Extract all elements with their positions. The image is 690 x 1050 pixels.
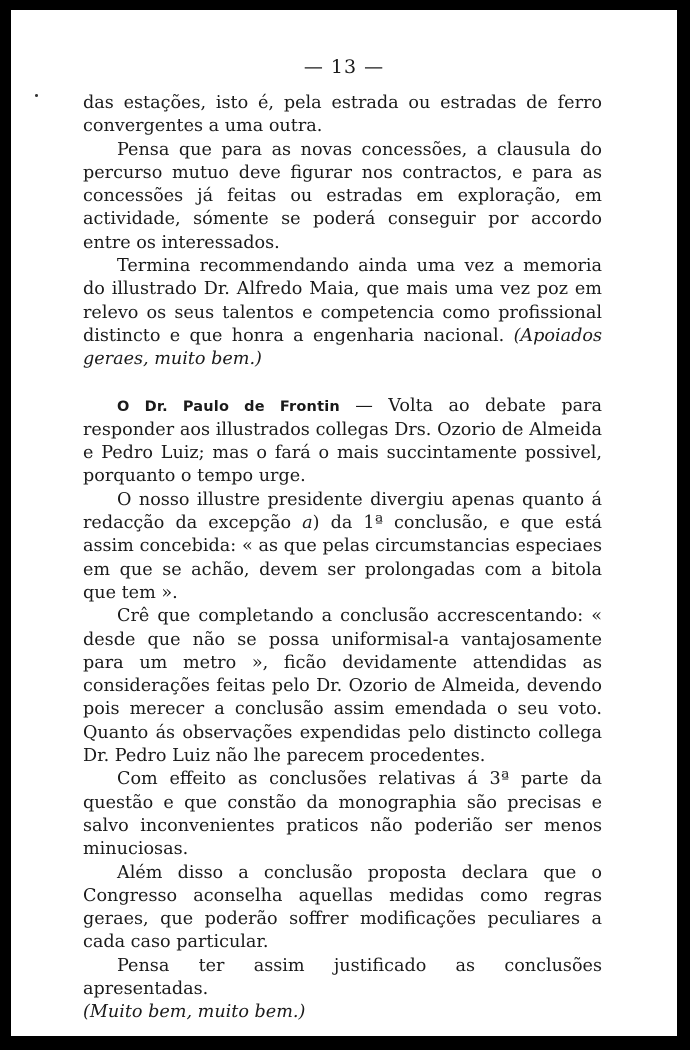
paragraph-2: Pensa que para as novas concessões, a clausula do percurso mutuo deve figurar nos contractos, e para as concessões já feitas ou estradas em exploração, em actividade, sómente se poderá conseguir por accordo entre os interessados. bbox=[83, 139, 602, 253]
paragraph-3-text: Termina recommendando ainda uma vez a memoria do illustrado Dr. Alfredo Maia, que mais uma vez poz em relevo os seus talentos e competencia como profissional distincto e que honra a engenharia nacional. bbox=[83, 256, 602, 346]
paragraph-6: Crê que completando a conclusão accrescentando: « desde que não se possa uniformisal-a vantajosamente para um metro », ficão devidamente attendidas as considerações feitas pelo Dr. Ozorio de Almeida, devendo pois merecer a conclusão assim emendada o seu voto. Quanto ás observações expendidas pelo distincto collega Dr. Pedro Luiz não lhe parecem procedentes. bbox=[83, 606, 602, 767]
document-page bbox=[11, 10, 677, 1036]
paragraph-7: Com effeito as conclusões relativas á 3ª parte da questão e que constão da monographia são precisas e salvo inconvenientes praticos não poderião ser menos minuciosas. bbox=[83, 769, 602, 860]
paragraph-8: Além disso a conclusão proposta declara que o Congresso aconselha aquellas medidas como regras geraes, que poderão soffrer modificações peculiares a cada caso particular. bbox=[83, 862, 602, 953]
paragraph-4 bbox=[83, 395, 602, 489]
paragraph-5 bbox=[83, 489, 602, 605]
paragraph-9-applause: (Muito bem, muito bem.) bbox=[83, 1002, 306, 1023]
page-number: — 13 — bbox=[303, 56, 385, 78]
paragraph-5-text-b: ) da 1ª conclusão, e que está assim concebida: « as que pelas circumstancias especiaes em que se achão, devem ser prolongadas com a bitola que tem ». bbox=[83, 513, 602, 603]
paragraph-3-applause: (Apoiados geraes, muito bem.) bbox=[83, 325, 602, 370]
paragraph-5-text-a: O nosso illustre presidente divergiu apenas quanto á redacção da excepção bbox=[83, 489, 602, 534]
page-body bbox=[83, 92, 602, 1025]
paragraph-4-text: — Volta ao debate para responder aos illustrados collegas Drs. Ozorio de Almeida e Pedro Luiz; mas o fará o mais succintamente possivel, porquanto o tempo urge. bbox=[83, 395, 602, 487]
stray-dot bbox=[35, 94, 38, 97]
paragraph-1: das estações, isto é, pela estrada ou estradas de ferro convergentes a uma outra. bbox=[83, 93, 602, 137]
paragraph-3 bbox=[83, 255, 602, 371]
paragraph-5-letter: a bbox=[302, 513, 313, 534]
paragraph-9: Pensa ter assim justificado as conclusões apresentadas. bbox=[83, 955, 602, 999]
speaker-name: O Dr. Paulo de Frontin bbox=[117, 398, 340, 415]
